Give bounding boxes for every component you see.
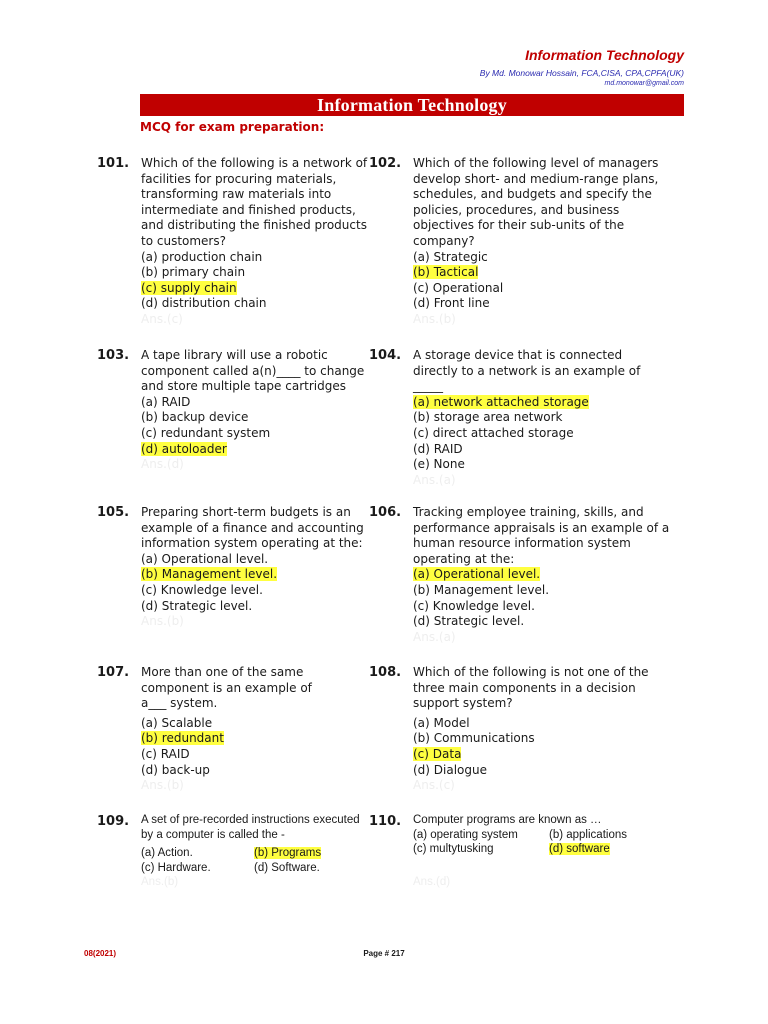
question-number: 103. xyxy=(97,348,130,363)
option-b xyxy=(413,265,675,281)
question-stem: Tracking employee training, skills, and performance appraisals is an example of a human resource information system operating at the: xyxy=(413,505,670,566)
option-c: (c) RAID xyxy=(141,746,190,761)
question-stem: A tape library will use a robotic component called a(n)____ to change and store multiple tape cartridges xyxy=(141,348,365,394)
answer-key: Ans.(a) xyxy=(413,472,456,487)
answer-key: Ans.(d) xyxy=(413,875,451,888)
highlighted-answer: (a) Operational level. xyxy=(413,567,541,582)
option-grid xyxy=(141,846,366,875)
option-b xyxy=(254,846,366,861)
option-c: (c) Knowledge level. xyxy=(413,598,535,613)
option-b: (b) backup device xyxy=(141,410,249,425)
option-c xyxy=(141,281,371,297)
question-number: 108. xyxy=(369,665,402,680)
highlighted-answer: (c) Data xyxy=(413,746,462,761)
option-b: (b) applications xyxy=(549,828,627,841)
answer-key: Ans.(c) xyxy=(413,778,455,793)
option-d xyxy=(141,442,371,458)
question-108 xyxy=(369,665,675,794)
option-c: (c) direct attached storage xyxy=(413,425,574,440)
option-c: (c) Hardware. xyxy=(141,861,211,874)
question-number: 104. xyxy=(369,348,402,363)
title-banner xyxy=(140,94,684,116)
highlighted-answer: (b) redundant xyxy=(141,731,224,746)
option-b: (b) Communications xyxy=(413,731,535,746)
question-stem: Which of the following is not one of the three main components in a decision support system? xyxy=(413,665,649,711)
question-stem: More than one of the same component is an example of a___ system. xyxy=(141,665,312,711)
question-stem: A set of pre-recorded instructions executed by a computer is called the - xyxy=(141,814,360,841)
option-d xyxy=(549,842,675,857)
option-d: (d) Software. xyxy=(254,861,320,874)
option-c: (c) redundant system xyxy=(141,425,271,440)
option-c xyxy=(413,747,675,763)
question-109 xyxy=(97,813,366,890)
question-107 xyxy=(97,665,341,794)
question-101 xyxy=(97,156,371,328)
option-b: (b) storage area network xyxy=(413,410,563,425)
option-a: (a) Operational level. xyxy=(141,551,269,566)
option-b: (b) primary chain xyxy=(141,265,246,280)
question-104 xyxy=(369,348,649,488)
answer-key: Ans.(b) xyxy=(141,876,179,888)
option-e: (e) None xyxy=(413,457,465,472)
question-105 xyxy=(97,505,371,630)
header-title: Information Technology xyxy=(525,47,684,63)
question-106 xyxy=(369,505,675,645)
option-a xyxy=(413,567,675,583)
answer-key: Ans.(a) xyxy=(413,629,456,644)
answer-key: Ans.(d) xyxy=(141,457,184,472)
option-b xyxy=(141,731,341,747)
question-stem: Which of the following level of managers develop short- and medium-range plans, schedules, and budgets and specify the policies, procedures, and business objectives for their sub-units of the company? xyxy=(413,156,659,248)
subheading: MCQ for exam preparation: xyxy=(140,120,325,134)
option-c: (c) Operational xyxy=(413,280,504,295)
highlighted-answer: (b) Programs xyxy=(254,847,322,859)
question-number: 109. xyxy=(97,814,130,829)
footer-edition: 08(2021) xyxy=(84,949,117,958)
option-b xyxy=(141,567,371,583)
option-d: (d) distribution chain xyxy=(141,296,267,311)
question-103 xyxy=(97,348,371,473)
option-a: (a) RAID xyxy=(141,394,191,409)
option-d: (d) Strategic level. xyxy=(141,598,253,613)
question-number: 106. xyxy=(369,505,402,520)
highlighted-answer: (b) Management level. xyxy=(141,567,278,582)
highlighted-answer: (d) autoloader xyxy=(141,441,227,456)
answer-key: Ans.(c) xyxy=(141,311,183,326)
option-d: (d) Front line xyxy=(413,296,490,311)
answer-key: Ans.(b) xyxy=(141,614,184,629)
header-email: md.monowar@gmail.com xyxy=(604,80,684,87)
option-d: (d) Dialogue xyxy=(413,762,488,777)
option-a: (a) Strategic xyxy=(413,249,488,264)
option-c: (c) multytusking xyxy=(413,843,494,855)
option-a xyxy=(413,395,649,411)
question-number: 101. xyxy=(97,156,130,171)
question-110 xyxy=(369,813,675,889)
option-d: (d) RAID xyxy=(413,441,463,456)
question-number: 105. xyxy=(97,505,130,520)
question-stem: Computer programs are known as … xyxy=(413,814,602,826)
question-102 xyxy=(369,156,675,328)
question-stem: A storage device that is connected directly to a network is an example of _____ xyxy=(413,348,641,394)
question-number: 110. xyxy=(369,814,402,829)
option-a: (a) production chain xyxy=(141,249,263,264)
option-b: (b) Management level. xyxy=(413,582,550,597)
question-stem: Preparing short-term budgets is an example of a finance and accounting information system operating at the: xyxy=(141,505,364,551)
banner-title: Information Technology xyxy=(317,94,507,115)
option-grid xyxy=(413,828,675,857)
option-a: (a) Model xyxy=(413,715,470,730)
highlighted-answer: (c) supply chain xyxy=(141,280,237,295)
footer-page-number: Page # 217 xyxy=(363,949,405,958)
option-a: (a) operating system xyxy=(413,828,518,841)
question-number: 107. xyxy=(97,665,130,680)
option-a: (a) Action. xyxy=(141,847,193,859)
option-c: (c) Knowledge level. xyxy=(141,582,263,597)
answer-key: Ans.(b) xyxy=(413,311,456,326)
highlighted-answer: (a) network attached storage xyxy=(413,394,589,409)
question-stem: Which of the following is a network of facilities for procuring materials, transforming raw materials into intermediate and finished products, and distributing the finished products to customers? xyxy=(141,156,368,248)
header-author: By Md. Monowar Hossain, FCA,CISA, CPA,CPFA(UK) xyxy=(479,68,684,78)
option-a: (a) Scalable xyxy=(141,715,213,730)
question-number: 102. xyxy=(369,156,402,171)
option-d: (d) Strategic level. xyxy=(413,614,525,629)
option-d: (d) back-up xyxy=(141,762,210,777)
highlighted-answer: (b) Tactical xyxy=(413,265,479,280)
answer-key: Ans.(b) xyxy=(141,778,184,793)
highlighted-answer: (d) software xyxy=(549,843,610,855)
